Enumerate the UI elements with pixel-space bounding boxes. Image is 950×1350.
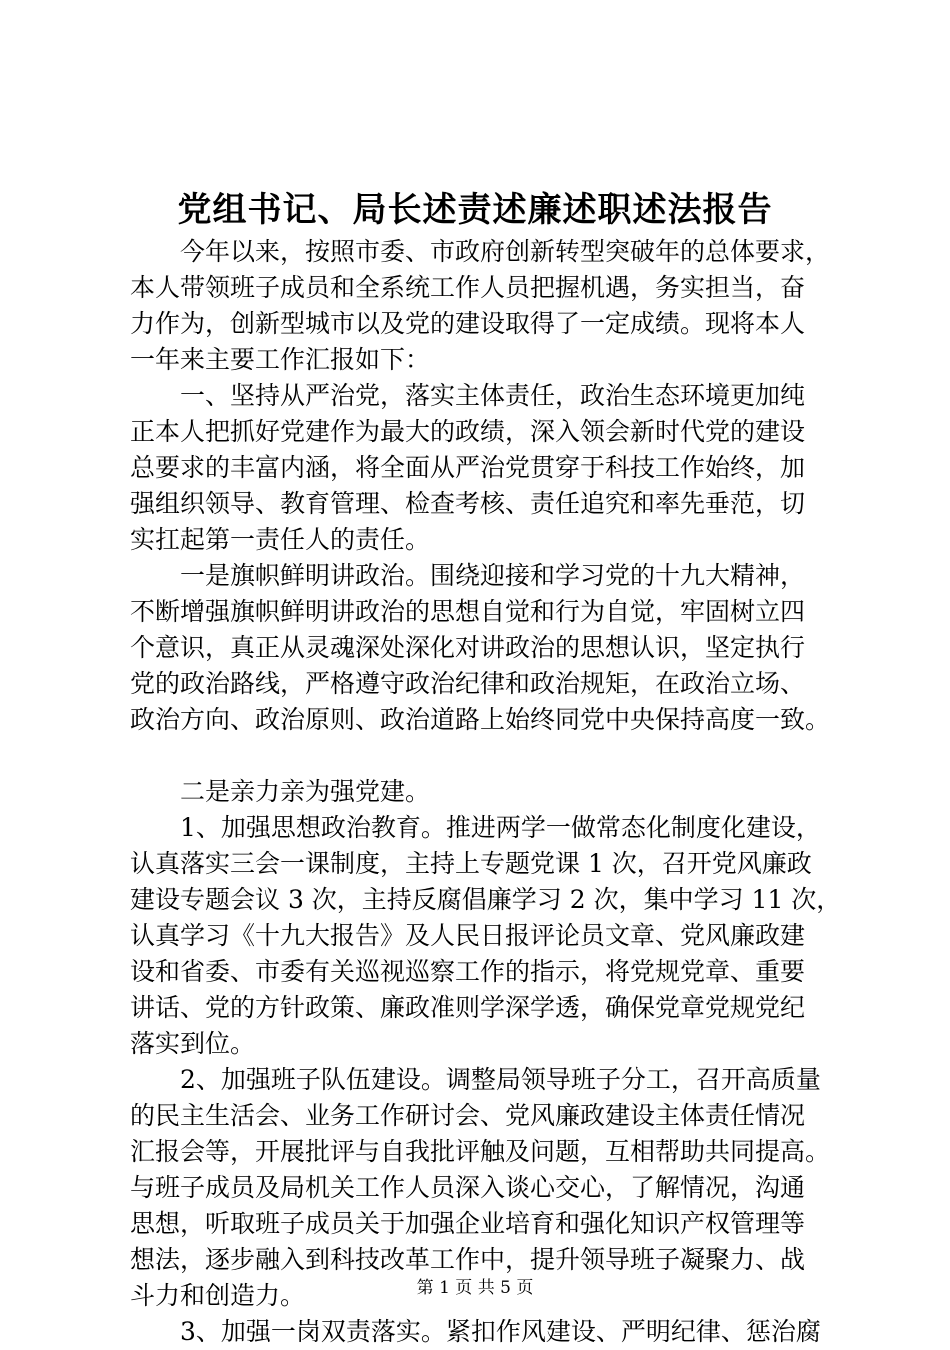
body-text-line: 认真落实三会一课制度，主持上专题党课 1 次，召开党风廉政: [130, 849, 812, 878]
body-text-line: 总要求的丰富内涵，将全面从严治党贯穿于科技工作始终，加: [130, 453, 806, 482]
body-text-line: 不断增强旗帜鲜明讲政治的思想自觉和行为自觉，牢固树立四: [130, 597, 806, 626]
body-text-line: 力作为，创新型城市以及党的建设取得了一定成绩。现将本人: [130, 309, 806, 338]
document-body: [130, 234, 840, 1350]
body-text-line: 思想，听取班子成员关于加强企业培育和强化知识产权管理等: [130, 1209, 806, 1238]
body-text-line: 想法，逐步融入到科技改革工作中，提升领导班子凝聚力、战: [130, 1245, 806, 1274]
body-text-line: 建设专题会议 3 次，主持反腐倡廉学习 2 次，集中学习 11 次，: [130, 885, 842, 914]
body-text-line: 正本人把抓好党建作为最大的政绩，深入领会新时代党的建设: [130, 417, 806, 446]
body-text-line: 党的政治路线，严格遵守政治纪律和政治规矩，在政治立场、: [130, 669, 806, 698]
body-text-line: 今年以来，按照市委、市政府创新转型突破年的总体要求，: [130, 237, 831, 266]
body-text-line: 汇报会等，开展批评与自我批评触及问题，互相帮助共同提高。: [130, 1137, 831, 1166]
body-text-line: 强组织领导、教育管理、检查考核、责任追究和率先垂范，切: [130, 489, 806, 518]
body-text-line: 政治方向、政治原则、政治道路上始终同党中央保持高度一致。: [130, 705, 831, 734]
body-text-line: 3、加强一岗双责落实。紧扣作风建设、严明纪律、惩治腐: [130, 1317, 821, 1346]
body-text-line: 实扛起第一责任人的责任。: [130, 525, 431, 554]
body-text-line: 讲话、党的方针政策、廉政准则学深学透，确保党章党规党纪: [130, 993, 806, 1022]
page-footer: 第 1 页 共 5 页: [416, 1278, 534, 1298]
body-text-line: 一年来主要工作汇报如下：: [130, 345, 431, 374]
body-text-line: 一、坚持从严治党，落实主体责任，政治生态环境更加纯: [130, 381, 806, 410]
body-text-line: 本人带领班子成员和全系统工作人员把握机遇，务实担当，奋: [130, 273, 806, 302]
body-text-line: 认真学习《十九大报告》及人民日报评论员文章、党风廉政建: [130, 921, 806, 950]
body-text-line: 1、加强思想政治教育。推进两学一做常态化制度化建设，: [130, 813, 821, 842]
body-text-line: 一是旗帜鲜明讲政治。围绕迎接和学习党的十九大精神，: [130, 561, 806, 590]
body-text-line: 设和省委、市委有关巡视巡察工作的指示，将党规党章、重要: [130, 957, 806, 986]
blank-line: [130, 738, 840, 774]
document-title: 党组书记、局长述责述廉述职述法报告: [177, 190, 773, 230]
body-text-line: 2、加强班子队伍建设。调整局领导班子分工，召开高质量: [130, 1065, 821, 1094]
body-text-line: 与班子成员及局机关工作人员深入谈心交心，了解情况，沟通: [130, 1173, 806, 1202]
body-text-line: 二是亲力亲为强党建。: [130, 777, 431, 806]
body-text-line: 个意识，真正从灵魂深处深化对讲政治的思想认识，坚定执行: [130, 633, 806, 662]
body-text-line: 的民主生活会、业务工作研讨会、党风廉政建设主体责任情况: [130, 1101, 806, 1130]
body-text-line: 斗力和创造力。: [130, 1281, 306, 1310]
body-text-line: 落实到位。: [130, 1029, 256, 1058]
